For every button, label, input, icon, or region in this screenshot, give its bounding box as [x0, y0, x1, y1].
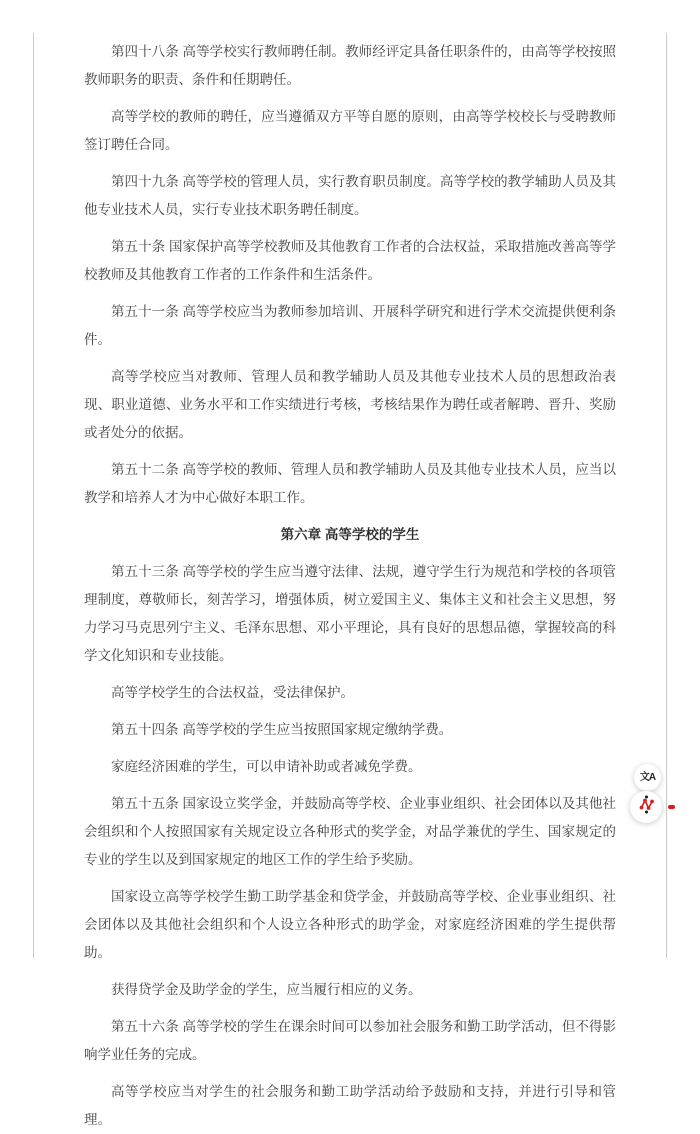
paragraph: 国家设立高等学校学生勤工助学基金和贷学金，并鼓励高等学校、企业事业组织、社会团体以及其他社会组织和个人设立各种形式的助学金，对家庭经济困难的学生提供帮助。 — [84, 889, 616, 960]
paragraph: 获得贷学金及助学金的学生，应当履行相应的义务。 — [111, 982, 422, 997]
paragraph: 高等学校应当对学生的社会服务和勤工助学活动给予鼓励和支持，并进行引导和管理。 — [84, 1084, 616, 1127]
paragraph: 第五十六条 高等学校的学生在课余时间可以参加社会服务和勤工助学活动，但不得影响学业任务的完成。 — [84, 1019, 616, 1062]
paragraph: 第五十三条 高等学校的学生应当遵守法律、法规，遵守学生行为规范和学校的各项管理制度，尊敬师长，刻苦学习，增强体质，树立爱国主义、集体主义和社会主义思想，努力学习马克思列宁主义、毛泽东思想、邓小平理论，具有良好的思想品德，掌握较高的科学文化知识和专业技能。 — [84, 564, 616, 663]
paragraph: 第五十四条 高等学校的学生应当按照国家规定缴纳学费。 — [111, 722, 453, 737]
translate-icon: 文A — [639, 771, 656, 783]
paragraph: 第五十二条 高等学校的教师、管理人员和教学辅助人员及其他专业技术人员，应当以教学和培养人才为中心做好本职工作。 — [84, 462, 616, 505]
paragraph: 高等学校学生的合法权益，受法律保护。 — [111, 685, 354, 700]
extension-button[interactable] — [630, 791, 662, 823]
paragraph: 家庭经济困难的学生，可以申请补助或者减免学费。 — [111, 759, 422, 774]
network-graph-icon — [637, 795, 656, 819]
paragraph: 第五十五条 国家设立奖学金，并鼓励高等学校、企业事业组织、社会团体以及其他社会组织和个人按照国家有关规定设立各种形式的奖学金，对品学兼优的学生、国家规定的专业的学生以及到国家规定的地区工作的学生给予奖励。 — [84, 796, 616, 867]
document-sheet — [33, 33, 667, 1127]
document-body — [84, 38, 616, 1134]
paragraph: 第四十九条 高等学校的管理人员，实行教育职员制度。高等学校的教学辅助人员及其他专业技术人员，实行专业技术职务聘任制度。 — [84, 174, 616, 217]
translate-button[interactable] — [634, 764, 661, 791]
extension-handle-icon[interactable] — [668, 805, 675, 809]
paragraph: 高等学校的教师的聘任，应当遵循双方平等自愿的原则，由高等学校校长与受聘教师签订聘任合同。 — [84, 109, 616, 152]
paragraph: 高等学校应当对教师、管理人员和教学辅助人员及其他专业技术人员的思想政治表现、职业道德、业务水平和工作实绩进行考核，考核结果作为聘任或者解聘、晋升、奖励或者处分的依据。 — [84, 369, 616, 440]
paragraph: 第四十八条 高等学校实行教师聘任制。教师经评定具备任职条件的，由高等学校按照教师职务的职责、条件和任期聘任。 — [84, 44, 616, 87]
chapter-heading: 第六章 高等学校的学生 — [280, 527, 420, 542]
paragraph: 第五十一条 高等学校应当为教师参加培训、开展科学研究和进行学术交流提供便利条件。 — [84, 304, 616, 347]
paragraph: 第五十条 国家保护高等学校教师及其他教育工作者的合法权益，采取措施改善高等学校教师及其他教育工作者的工作条件和生活条件。 — [84, 239, 616, 282]
